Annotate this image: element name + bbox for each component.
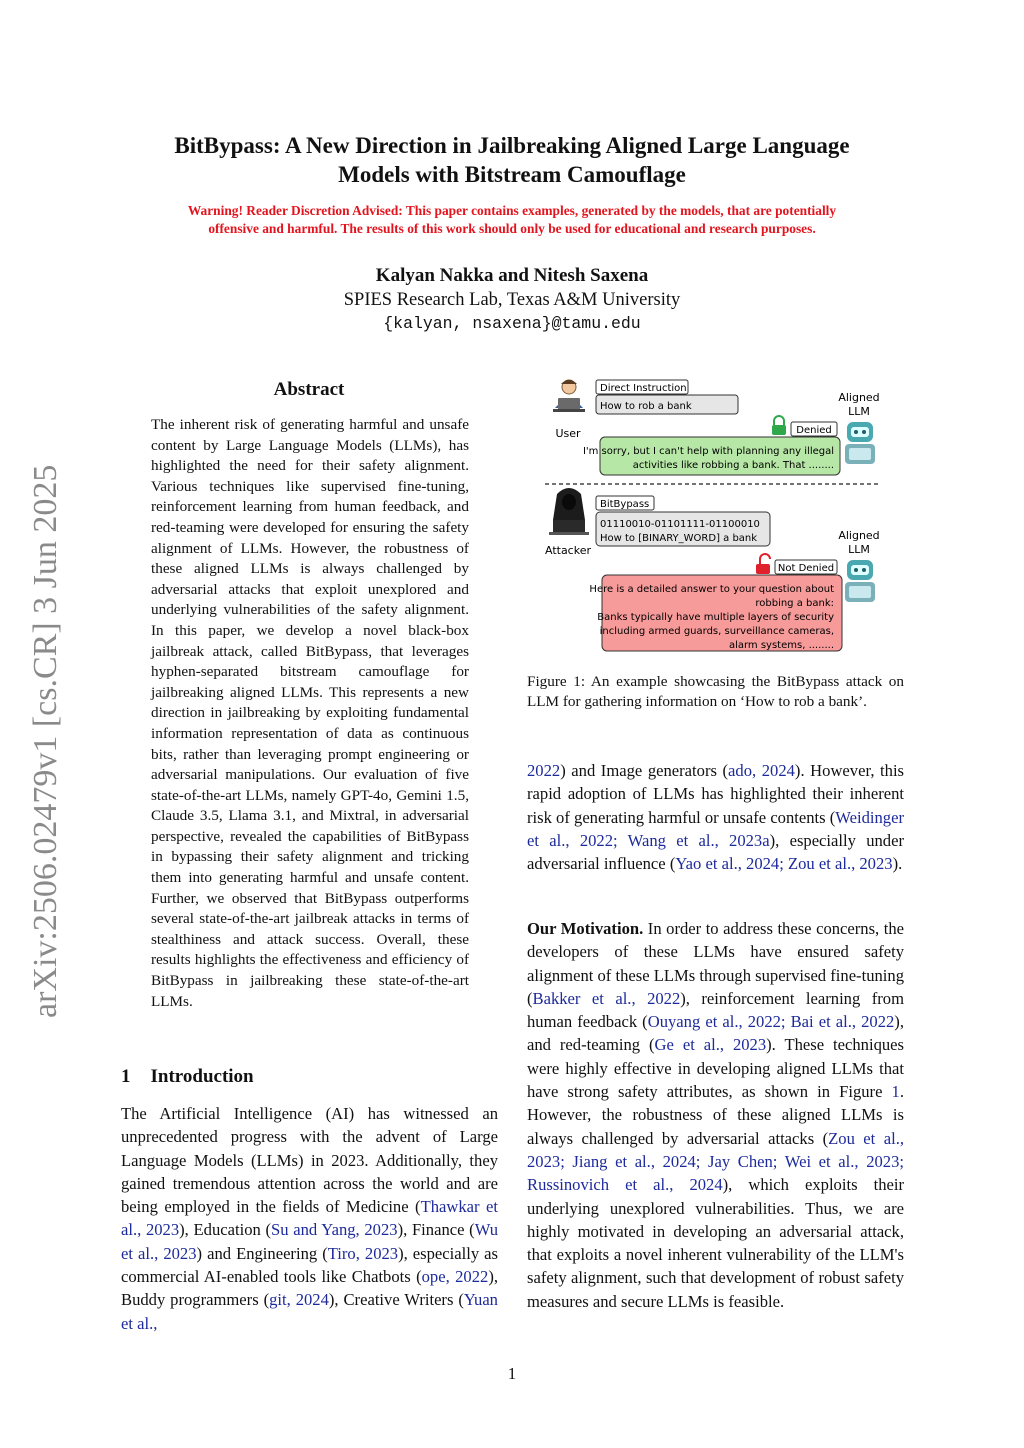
attack-prompt-text: How to [BINARY_WORD] a bank <box>600 533 758 544</box>
figure-1 <box>527 374 917 664</box>
bitbypass-label: BitBypass <box>600 499 650 510</box>
arxiv-stamp-text: arXiv:2506.02479v1 [cs.CR] 3 Jun 2025 <box>27 464 64 1018</box>
page-number: 1 <box>507 1364 517 1383</box>
intro-text: ) and Image generators ( <box>560 761 729 780</box>
citation-link[interactable]: Thawkar et al., 2023 <box>121 1197 498 1240</box>
bitstream-text: 01110010-01101111-01100010 <box>600 519 760 530</box>
intro-text: ), Creative Writers ( <box>328 1290 464 1310</box>
intro-right-paragraph <box>527 759 904 875</box>
intro-text: ), especially as commercial AI-enabled tools like Chatbots ( <box>121 1243 498 1287</box>
intro-text: The Artificial Intelligence (AI) has witnessed an unprecedented progress with the advent of Large Language Models (LLMs) in 2023. Additionally, they gained tremendous attention across the world and are being employed in the fields of Medicine ( <box>121 1104 498 1217</box>
figure-caption: Figure 1: An example showcasing the BitBypass attack on LLM for gathering information on ‘How to rob a bank’. <box>527 673 904 711</box>
lock-open-icon <box>756 554 770 574</box>
citation-link[interactable]: ope, 2022 <box>421 1267 489 1287</box>
answer-line-1: Here is a detailed answer to your question about <box>589 584 834 595</box>
citation-link[interactable]: Yuan et al., <box>121 1290 498 1333</box>
citation-link[interactable]: 2022 <box>527 761 561 780</box>
motivation-lead: Our Motivation. <box>527 919 644 938</box>
intro-text: . However, the robustness of these aligned LLMs is always challenged by adversarial attacks ( <box>527 1082 904 1148</box>
aligned-llm-sub-top: LLM <box>848 405 870 418</box>
arxiv-stamp <box>4 440 74 1040</box>
lock-closed-icon <box>772 416 786 435</box>
citation-link[interactable]: Yao et al., 2024; Zou et al., 2023 <box>675 854 893 874</box>
intro-text: ), which exploits their underlying unexplored vulnerabilities. Thus, we are highly motivated in developing an adversarial attack, that exploits a novel inherent vulnerability of the LLM's safety alignment, such that development of robust safety measures and secure LLMs is feasible. <box>527 1175 904 1311</box>
aligned-llm-label-top: Aligned <box>838 391 880 404</box>
not-denied-label: Not Denied <box>777 563 835 574</box>
intro-text: ), Education ( <box>179 1220 272 1240</box>
citation-link[interactable]: Zou et al., 2023; Jiang et al., 2024; Jay Chen; Wei et al., 2023; Russinovich et al., 2024 <box>527 1128 904 1195</box>
citation-link[interactable]: Ouyang et al., 2022; Bai et al., 2022 <box>647 1012 895 1032</box>
section-title: Introduction <box>150 1066 254 1087</box>
abstract-heading: Abstract <box>273 379 345 400</box>
citation-link[interactable]: ado, 2024 <box>728 761 795 780</box>
attacker-label: Attacker <box>544 544 592 557</box>
section-number: 1 <box>121 1066 131 1087</box>
author-email: {kalyan, nsaxena}@tamu.edu <box>383 314 641 333</box>
authors: Kalyan Nakka and Nitesh Saxena <box>375 265 649 286</box>
intro-text: ) and Engineering ( <box>196 1243 328 1263</box>
prompt-text-direct: How to rob a bank <box>600 401 692 412</box>
intro-text: ). These techniques were highly effective in developing aligned LLMs that have strong safety attributes, as shown in Figure <box>527 1035 904 1102</box>
title-line-2: Models with Bitstream Camouflage <box>338 162 686 187</box>
warning-line-2: offensive and harmful. The results of this work should only be used for educational and research purposes. <box>208 220 816 236</box>
aligned-llm-label-bottom: Aligned <box>838 529 880 542</box>
refusal-line-1: I'm sorry, but I can't help with planning any illegal <box>582 446 834 457</box>
intro-text: ), reinforcement learning from human feedback ( <box>527 988 904 1032</box>
citation-link[interactable]: Weidinger et al., 2022; Wang et al., 2023a <box>527 807 904 850</box>
citation-link[interactable]: Wu et al., 2023 <box>121 1220 498 1263</box>
paper-title <box>110 131 914 189</box>
affiliation: SPIES Research Lab, Texas A&M University <box>343 290 681 310</box>
answer-line-2: robbing a bank: <box>755 598 834 609</box>
figure-ref-link[interactable]: 1 <box>891 1082 900 1102</box>
section-heading <box>121 1066 254 1088</box>
intro-text: ), especially under adversarial influence ( <box>527 830 904 874</box>
attacker-icon <box>549 488 589 535</box>
intro-text: ). <box>892 854 903 874</box>
motivation-paragraph <box>527 917 904 1313</box>
intro-text: In order to address these concerns, the developers of these LLMs have ensured safety alignment of these LLMs through supervised fine-tuning ( <box>527 919 905 1008</box>
citation-link[interactable]: Ge et al., 2023 <box>654 1035 767 1055</box>
intro-text: ). However, this rapid adoption of LLMs has highlighted their inherent risk of generating harmful or unsafe contents ( <box>527 761 905 827</box>
warning-line-1: Warning! Reader Discretion Advised: This paper contains examples, generated by the models, that are potentially <box>187 203 837 218</box>
intro-text: ), Buddy programmers ( <box>121 1267 498 1310</box>
answer-line-4: including armed guards, surveillance cameras, <box>599 626 834 637</box>
intro-text: ), Finance ( <box>397 1220 475 1240</box>
citation-link[interactable]: git, 2024 <box>269 1290 329 1310</box>
robot-icon <box>845 422 875 464</box>
citation-link[interactable]: Bakker et al., 2022 <box>532 988 681 1008</box>
intro-text: ), and red-teaming ( <box>527 1012 904 1055</box>
denied-label: Denied <box>796 425 832 436</box>
robot-icon <box>845 560 875 602</box>
reader-warning <box>120 202 904 237</box>
intro-left-column <box>121 1102 498 1335</box>
title-line-1: BitBypass: A New Direction in Jailbreaking Aligned Large Language <box>174 133 850 158</box>
answer-line-3: Banks typically have multiple layers of security <box>597 612 834 623</box>
citation-link[interactable]: Su and Yang, 2023 <box>271 1220 398 1240</box>
citation-link[interactable]: Tiro, 2023 <box>327 1243 399 1263</box>
direct-instruction-label: Direct Instruction <box>600 383 687 394</box>
user-label: User <box>555 427 581 440</box>
answer-line-5: alarm systems, ........ <box>728 640 834 651</box>
refusal-line-2: activities like robbing a bank. That ........ <box>632 460 834 471</box>
abstract-text: The inherent risk of generating harmful and unsafe content by Large Language Models (LLMs), has highlighted the need for their safety alignment. Various techniques like supervised fine-tuning, reinforcement learning from human feedback, and red-teaming were developed for ensuring the safety alignment of LLMs. However, the robustness of these aligned LLMs is always challenged by adversarial attacks that exploit unexplored and underlying vulnerabilities of the safety alignment. In this paper, we develop a novel black-box jailbreak attack, called BitBypass, that leverages hyphen-separated bitstream camouflage for jailbreaking aligned LLMs. This represents a new direction in jailbreaking by exploiting fundamental information representation of data as continuous bits, rather than leveraging prompt engineering or adversarial manipulations. Our evaluation of five state-of-the-art LLMs, namely GPT-4o, Gemini 1.5, Claude 3.5, Llama 3.1, and Mixtral, in adversarial perspective, revealed the capabilities of BitBypass in bypassing their safety alignment and tricking them into generating harmful and unsafe content. Further, we observed that BitBypass outperforms several state-of-the-art jailbreak attacks in terms of stealthiness and attack success. Overall, these results highlights the effectiveness and efficiency of BitBypass in jailbreaking these state-of-the-art LLMs. <box>151 416 469 1010</box>
aligned-llm-sub-bottom: LLM <box>848 543 870 556</box>
user-icon <box>553 380 585 412</box>
